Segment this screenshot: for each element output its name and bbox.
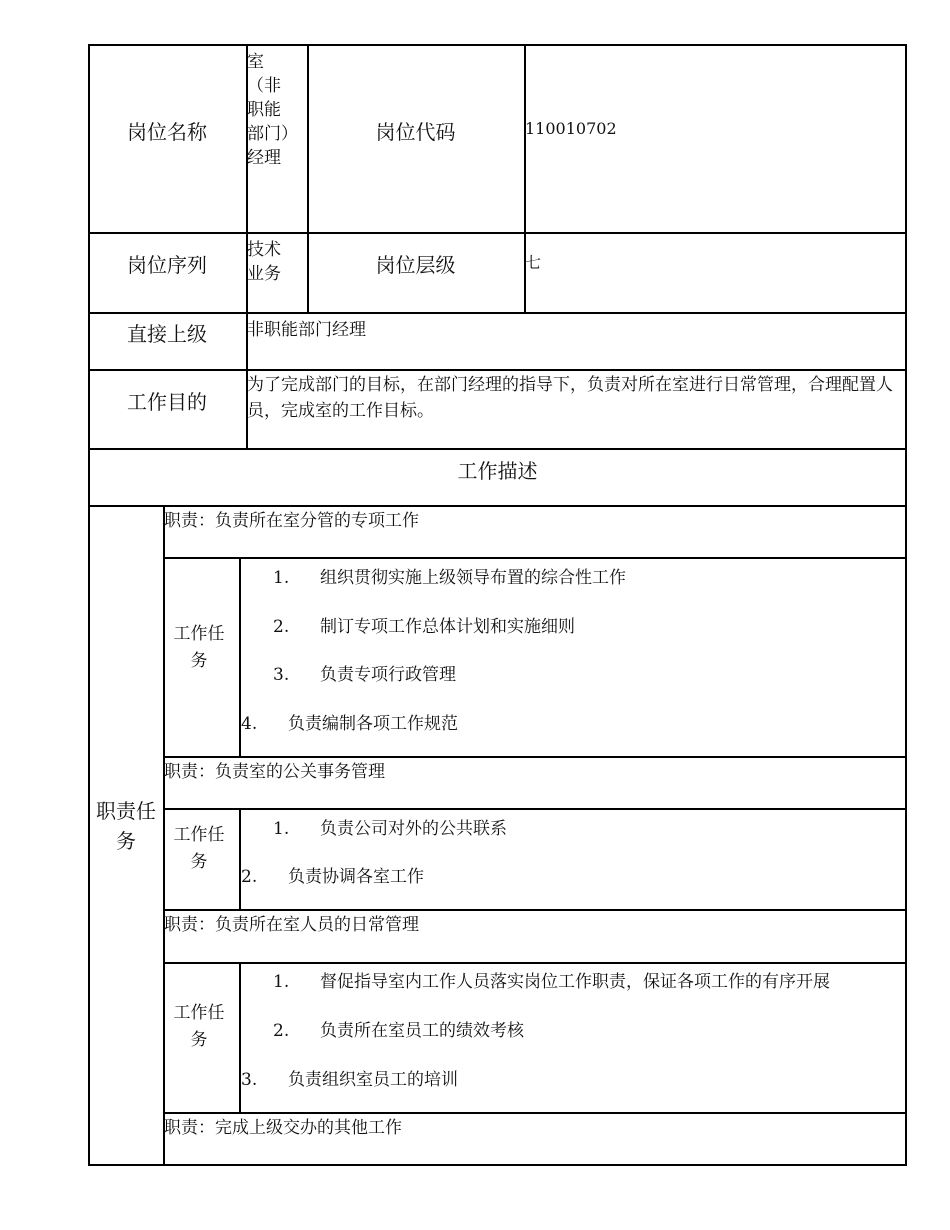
rule <box>88 505 907 507</box>
task-number: 2. <box>273 617 290 637</box>
post-series-value: 技术业务 <box>247 240 281 284</box>
task-text: 负责协调各室工作 <box>288 867 424 887</box>
rule <box>239 962 241 1113</box>
rule <box>163 756 907 758</box>
post-series-label: 岗位序列 <box>127 253 207 277</box>
table-border-right <box>905 44 907 1165</box>
task-number: 4. <box>241 714 258 734</box>
task-label: 工作任务 <box>173 1003 225 1050</box>
task-text: 负责所在室员工的绩效考核 <box>320 1021 524 1041</box>
task-text: 负责公司对外的公共联系 <box>320 819 507 839</box>
task-item <box>273 967 830 992</box>
task-text: 组织贯彻实施上级领导布置的综合性工作 <box>320 568 626 588</box>
rule <box>88 312 907 314</box>
rule <box>88 232 907 234</box>
post-code-label: 岗位代码 <box>375 120 456 144</box>
rule <box>163 1112 907 1114</box>
task-text: 督促指导室内工作人员落实岗位工作职责，保证各项工作的有序开展 <box>320 972 830 992</box>
task-item <box>241 709 458 734</box>
rule <box>88 369 907 371</box>
superior-value: 非职能部门经理 <box>247 320 366 340</box>
task-number: 3. <box>241 1070 258 1090</box>
rule <box>239 808 241 910</box>
post-code-value: 110010702 <box>525 119 617 138</box>
table-border-left <box>88 44 90 1165</box>
task-item <box>273 660 456 685</box>
rule <box>163 505 165 1165</box>
rule <box>163 909 907 911</box>
table-border-top <box>88 44 907 46</box>
purpose-value: 为了完成部门的目标，在部门经理的指导下，负责对所在室进行日常管理，合理配置人员，完成室的工作目标。 <box>247 375 893 421</box>
task-number: 1. <box>273 568 290 588</box>
task-number: 2. <box>241 867 258 887</box>
duties-side-label: 职责任务 <box>96 799 156 853</box>
description-title: 工作描述 <box>457 459 538 483</box>
post-level-value: 七 <box>525 253 542 272</box>
task-text: 负责专项行政管理 <box>320 665 456 685</box>
task-number: 1. <box>273 972 290 992</box>
task-text: 制订专项工作总体计划和实施细则 <box>320 617 575 637</box>
task-number: 1. <box>273 819 290 839</box>
duty-2: 职责：负责室的公关事务管理 <box>164 762 385 782</box>
post-name-value: 室（非职能部门）经理 <box>247 52 290 168</box>
duty-3: 职责：负责所在室人员的日常管理 <box>164 915 419 935</box>
task-text: 负责编制各项工作规范 <box>288 714 458 734</box>
rule <box>88 448 907 450</box>
post-level-label: 岗位层级 <box>375 253 456 277</box>
rule <box>163 808 907 810</box>
task-item <box>273 1016 524 1041</box>
task-label: 工作任务 <box>173 624 225 671</box>
rule <box>163 962 907 964</box>
table-border-bottom <box>88 1164 907 1166</box>
task-number: 3. <box>273 665 290 685</box>
task-item <box>241 862 424 887</box>
task-label: 工作任务 <box>173 825 225 872</box>
superior-label: 直接上级 <box>127 322 207 346</box>
duty-4: 职责：完成上级交办的其他工作 <box>164 1118 402 1138</box>
task-item <box>273 814 507 839</box>
post-name-label: 岗位名称 <box>127 120 207 144</box>
task-item <box>273 563 626 588</box>
task-text: 负责组织室员工的培训 <box>288 1070 458 1090</box>
task-item <box>241 1065 458 1090</box>
task-number: 2. <box>273 1021 290 1041</box>
rule <box>163 557 907 559</box>
task-item <box>273 612 575 637</box>
duty-1: 职责：负责所在室分管的专项工作 <box>164 511 419 531</box>
purpose-label: 工作目的 <box>127 390 207 414</box>
